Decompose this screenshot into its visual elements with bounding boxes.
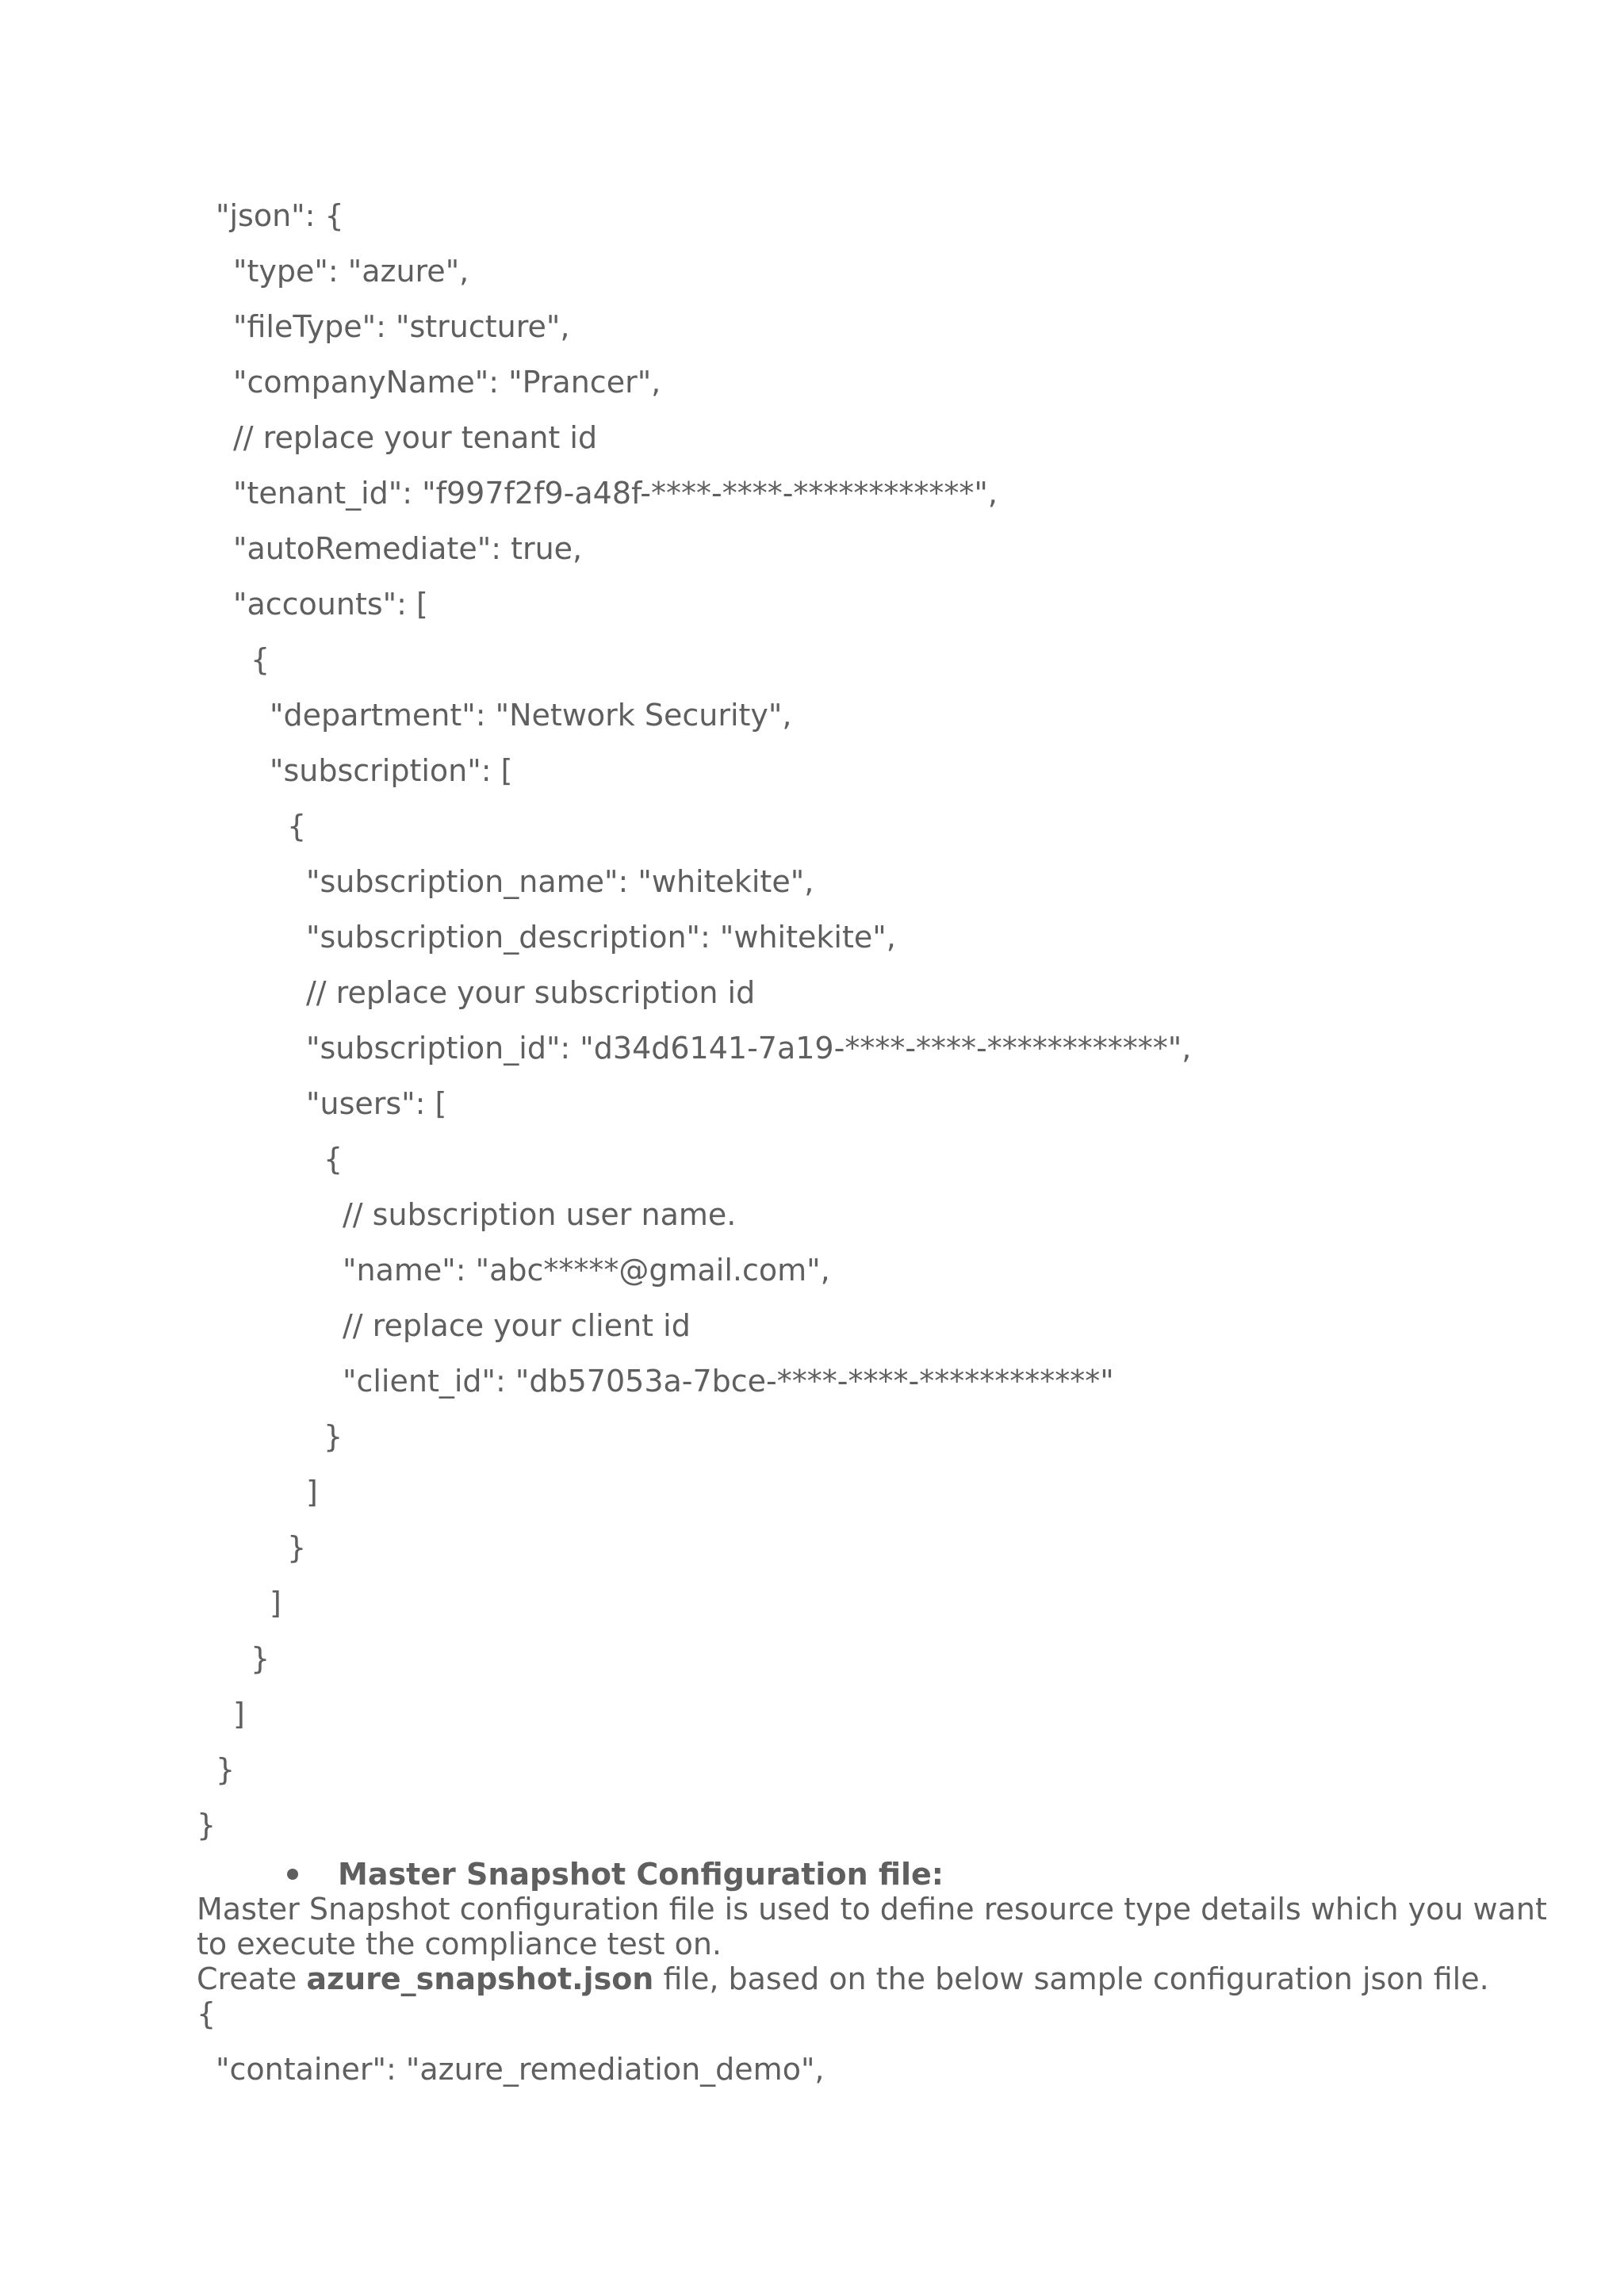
code-line: "fileType": "structure",	[233, 309, 570, 344]
create-instruction	[197, 1961, 1489, 1996]
code-line: "subscription_description": "whitekite",	[306, 920, 896, 955]
code-line: "container": "azure_remediation_demo",	[216, 2052, 825, 2087]
code-line: "client_id": "db57053a-7bce-****-****-************"	[343, 1364, 1114, 1399]
create-prefix: Create	[197, 1961, 307, 1996]
code-line: {	[287, 809, 307, 844]
code-line: "type": "azure",	[233, 254, 469, 289]
bullet-dot	[287, 1869, 298, 1880]
code-line: // replace your subscription id	[306, 975, 756, 1010]
description-line: to execute the compliance test on.	[197, 1927, 722, 1961]
code-line: }	[216, 1752, 236, 1787]
code-line: }	[197, 1808, 216, 1843]
code-line: }	[324, 1419, 343, 1454]
code-line: {	[251, 642, 270, 677]
code-line: // replace your client id	[343, 1308, 691, 1343]
code-line: "companyName": "Prancer",	[233, 365, 661, 400]
code-line: "subscription": [	[270, 753, 513, 788]
code-line: // replace your tenant id	[233, 420, 598, 455]
code-line: "accounts": [	[233, 587, 428, 622]
code-line: }	[287, 1530, 307, 1565]
code-line: {	[197, 1996, 216, 2031]
code-line: "json": {	[216, 198, 344, 233]
code-line: "tenant_id": "f997f2f9-a48f-****-****-************",	[233, 476, 998, 511]
code-line: "users": [	[306, 1086, 447, 1121]
code-line: "subscription_name": "whitekite",	[306, 864, 814, 899]
create-suffix: file, based on the below sample configuration json file.	[653, 1961, 1489, 1996]
code-line: ]	[233, 1697, 245, 1732]
code-line: {	[324, 1142, 343, 1177]
snapshot-filename: azure_snapshot.json	[306, 1961, 654, 1996]
description-line: Master Snapshot configuration file is used to define resource type details which you want	[197, 1892, 1547, 1927]
code-line: "name": "abc*****@gmail.com",	[343, 1253, 830, 1288]
code-line: "subscription_id": "d34d6141-7a19-****-****-************",	[306, 1031, 1192, 1066]
code-line: "autoRemediate": true,	[233, 531, 583, 566]
code-line: // subscription user name.	[343, 1197, 737, 1232]
code-line: }	[251, 1641, 270, 1676]
code-line: "department": "Network Security",	[270, 698, 792, 733]
code-line: ]	[306, 1475, 318, 1510]
section-heading: Master Snapshot Configuration file:	[338, 1857, 944, 1892]
code-line: ]	[270, 1586, 282, 1621]
